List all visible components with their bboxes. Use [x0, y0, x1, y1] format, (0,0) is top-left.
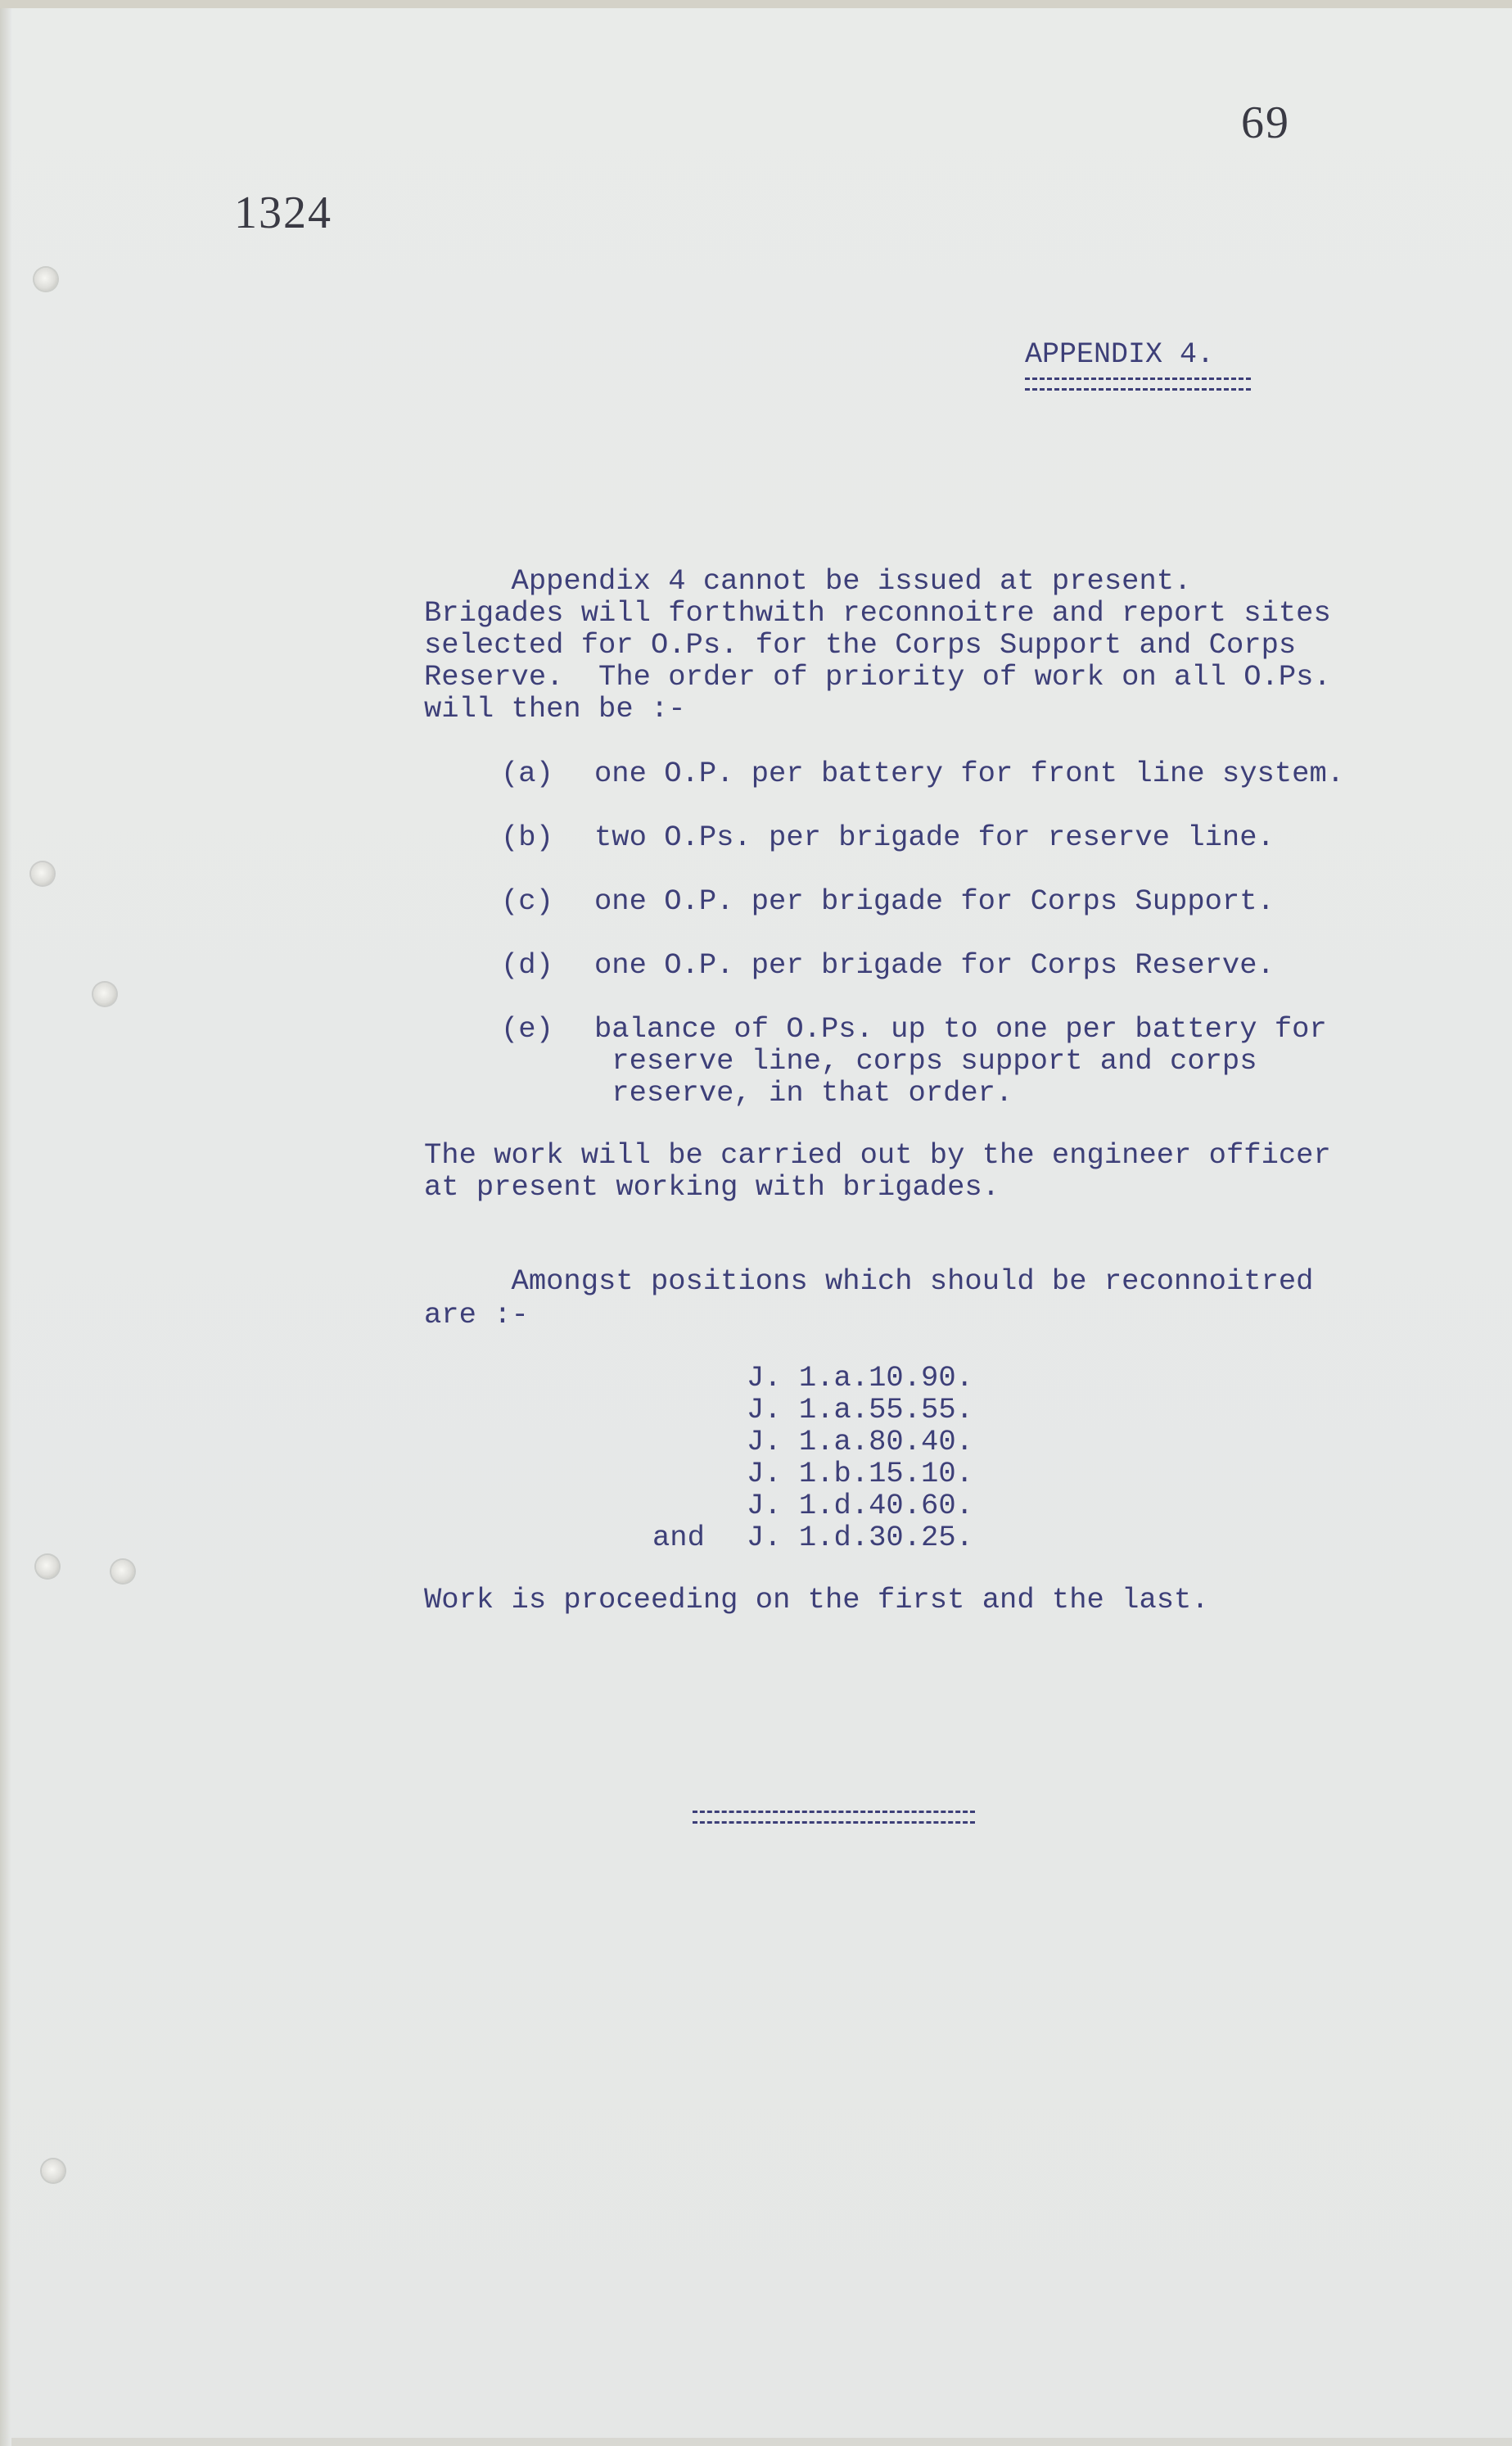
intro-line: Appendix 4 cannot be issued at present. — [424, 564, 1192, 598]
punch-hole — [111, 1560, 134, 1583]
appendix-title: APPENDIX 4. — [1025, 338, 1215, 371]
intro-line: selected for O.Ps. for the Corps Support and Corps — [424, 628, 1297, 662]
closing-line: Work is proceeding on the first and the last. — [424, 1583, 1209, 1616]
folio-number: 1324 — [234, 188, 332, 238]
priority-label: (d) — [501, 948, 553, 982]
priority-label: (e) — [501, 1012, 553, 1046]
positions-conjunction: and — [652, 1521, 705, 1554]
position-coordinate: J. 1.b.15.10. — [747, 1457, 973, 1490]
file-number: 69 — [1241, 97, 1290, 148]
priority-label: (c) — [501, 884, 553, 918]
engineer-line: at present working with brigades. — [424, 1170, 1000, 1204]
intro-line: will then be :- — [424, 692, 686, 726]
priority-label: (b) — [501, 821, 553, 854]
position-coordinate: J. 1.a.55.55. — [747, 1393, 973, 1426]
intro-line: Reserve. The order of priority of work on all O.Ps. — [424, 660, 1331, 694]
engineer-line: The work will be carried out by the engineer officer — [424, 1138, 1331, 1172]
positions-intro-line: are :- — [424, 1298, 529, 1332]
positions-intro-line: Amongst positions which should be reconnoitred — [424, 1264, 1314, 1298]
position-coordinate: J. 1.d.40.60. — [747, 1489, 973, 1522]
position-coordinate: J. 1.a.80.40. — [747, 1425, 973, 1458]
position-coordinate: J. 1.a.10.90. — [747, 1361, 973, 1395]
punch-hole — [93, 983, 116, 1006]
page-edge-shadow — [0, 8, 11, 2446]
priority-label: (a) — [501, 757, 553, 790]
punch-hole — [31, 862, 54, 885]
punch-hole — [36, 1555, 59, 1578]
priority-text: two O.Ps. per brigade for reserve line. — [594, 821, 1275, 854]
punch-hole — [42, 2159, 65, 2182]
punch-hole — [34, 268, 57, 291]
priority-text: one O.P. per brigade for Corps Support. — [594, 884, 1275, 918]
priority-text: one O.P. per brigade for Corps Reserve. — [594, 948, 1275, 982]
end-rule — [693, 1811, 975, 1824]
position-coordinate: J. 1.d.30.25. — [747, 1521, 973, 1554]
priority-text: one O.P. per battery for front line system. — [594, 757, 1345, 790]
title-underline — [1025, 378, 1251, 391]
priority-text: balance of O.Ps. up to one per battery for reserve line, corps support and corps reserve, in that order. — [594, 1012, 1327, 1110]
intro-line: Brigades will forthwith reconnoitre and report sites — [424, 596, 1331, 630]
